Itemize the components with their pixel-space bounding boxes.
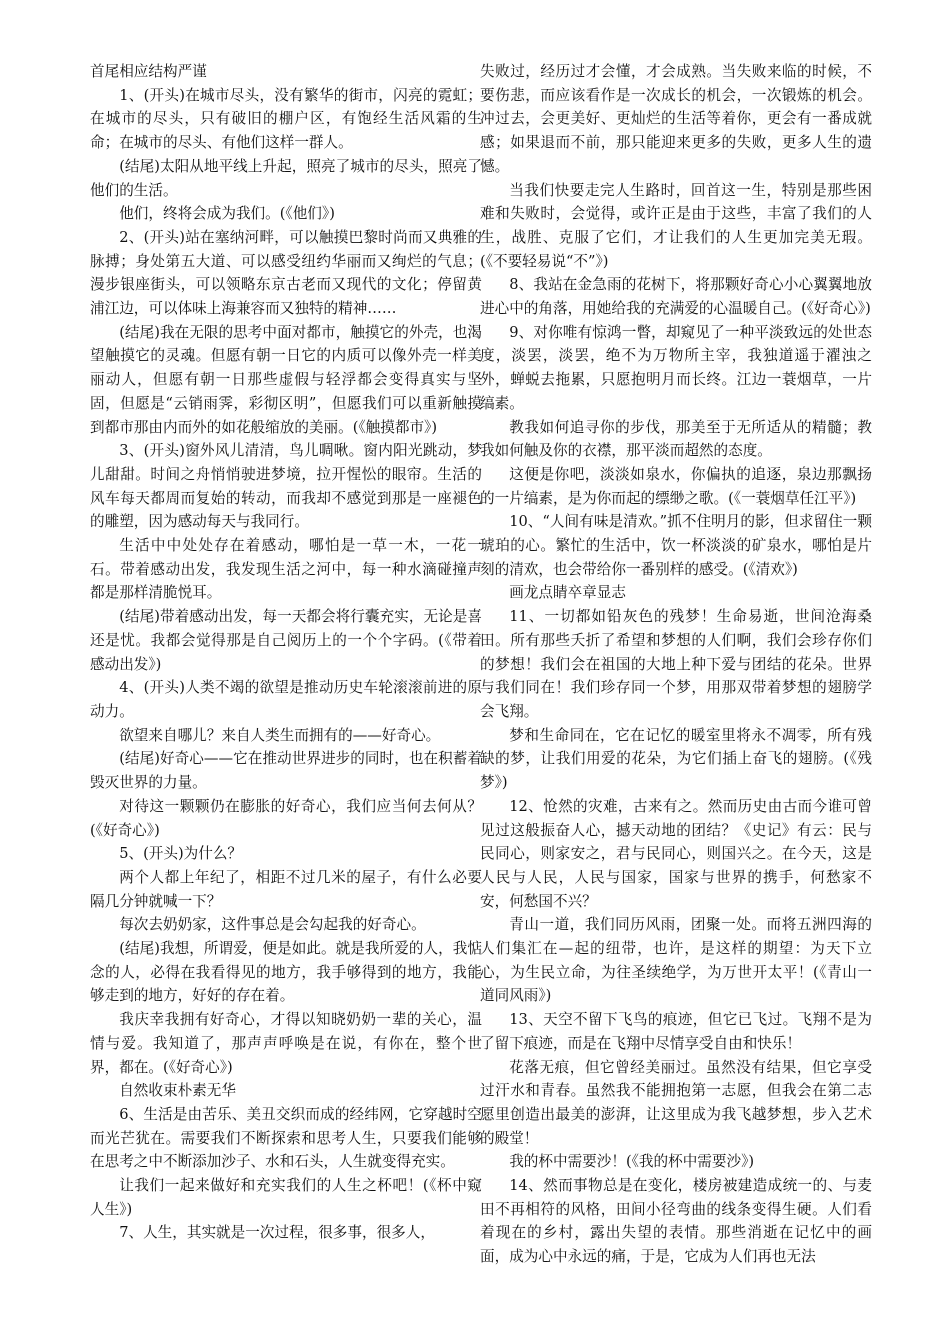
paragraph: 他们，终将会成为我们。(《他们》) [119,205,335,223]
paragraph: (结尾)我在无限的思考中面对都市，触摸它的外壳，也渴望触摸它的灵魂。但愿有朝一日它的内质可以像外壳一样美丽动人，但愿有朝一日那些虚假与轻浮都会变得真实与坚固，但愿是“云销雨霁，彩彻区明”，但愿我们可以重新触摸到都市那由内而外的如花般缩放的美丽。(《触摸都市》) [90,323,482,436]
paragraph: 2、(开头)站在塞纳河畔，可以触摸巴黎时尚而又典雅的脉搏；身处第五大道、可以感受纽约华丽而又绚烂的气息；漫步银座街头，可以领略东京古老而又现代的文化；停留黄浦江边，可以体味上海兼容而又独特的精神…… [90,228,482,318]
paragraph: (结尾)好奇心——它在推动世界进步的同时，也在积蓄着毁灭世界的力量。 [90,750,482,792]
paragraph: 12、怆然的灾难，古来有之。然而历史由古而今谁可曾见过这般振奋人心，撼天动地的团结？《史记》有云：民与民同心，则家安之，君与民同心，则国兴之。在今天，这是人民与人民，人民与国家，国家与世界的携手，何愁家不安，何愁国不兴？ [480,797,872,910]
paragraph: 5、(开头)为什么？ [119,845,243,863]
left-text-column [90,60,482,1245]
paragraph: 3、(开头)窗外风儿清清，鸟儿啁啾。窗内阳光跳动，梦儿甜甜。时间之舟悄悄驶进梦境，拉开惺忪的眼帘。生活的风车每天都周而复始的转动，而我却不感觉到那是一座褪色的雕塑，因为感动每天与我同行。 [90,442,482,531]
paragraph: 6、生活是由苦乐、美丑交织而成的经纬网，它穿越时空而光芒犹在。需要我们不断探索和思考人生，只要我们能够在思考之中不断添加沙子、水和石头，人生就变得充实。 [90,1105,482,1171]
paragraph: 青山一道，我们同历风雨，团聚一处。而将五洲四海的人们集汇在—起的纽带，也许，是这样的期望：为天下立心，为生民立命，为往圣续绝学，为万世开太平！(《青山一道同风雨》) [480,916,872,1005]
section-heading: 首尾相应结构严谨 [90,63,207,80]
paragraph: 我的杯中需要沙！(《我的杯中需要沙》) [509,1153,755,1171]
paragraph: 我庆幸我拥有好奇心，才得以知晓奶奶一辈的关心，温情与爱。我知道了，那声声呼唤是在说，有你在，整个世界，都在。(《好奇心》) [90,1011,482,1076]
paragraph: 13、天空不留下飞鸟的痕迹，但它已飞过。飞翔不是为了留下痕迹，而是在飞翔中尽情享受自由和快乐！ [480,1011,872,1052]
paragraph: 对待这一颗颗仍在膨胀的好奇心，我们应当何去何从？(《好奇心》) [90,797,482,839]
paragraph: 4、(开头)人类不竭的欲望是推动历史车轮滚滚前进的原动力。 [90,679,482,720]
section-heading: 画龙点睛卒章显志 [509,584,626,602]
paragraph: 教我如何追寻你的步伐，那美至于无所适从的精髓；教我如何触及你的衣襟，那平淡而超然的态度。 [480,418,872,460]
paragraph: 每次去奶奶家，这件事总是会勾起我的好奇心。 [119,916,426,934]
paragraph: 花落无痕，但它曾经美丽过。虽然没有结果，但它享受过汗水和青春。虽然我不能拥抱第一志愿，但我会在第二志愿里创造出最美的澎湃，让这里成为我飞越梦想，步入艺术的殿堂！ [480,1058,872,1147]
paragraph: 7、人生，其实就是一次过程，很多事，很多人， [119,1224,435,1242]
paragraph: (结尾)太阳从地平线上升起，照亮了城市的尽头，照亮了他们的生活。 [90,157,482,199]
paragraph: 14、然而事物总是在变化，楼房被建造成统一的、与麦田不再相符的风格，田间小径弯曲的线条变得生硬。人们看着现在的乡村，露出失望的表情。那些消逝在记忆中的画面，成为心中永远的痛，于是，它成为人们再也无法 [480,1177,872,1266]
paragraph: 两个人都上年纪了，相距不过几米的屋子，有什么必要隔几分钟就喊一下？ [90,868,482,910]
paragraph: 11、一切都如铅灰色的残梦！生命易逝，世间沧海桑田。所有那些夭折了希望和梦想的人们啊，我们会珍存你们的梦想！我们会在祖国的大地上种下爱与团结的花朵。世界与我们同在！我们珍存同一个梦，用那双带着梦想的翅膀学会飞翔。 [480,608,872,720]
paragraph: (结尾)带着感动出发，每一天都会将行囊充实，无论是喜还是忧。我都会觉得那是自己阅历上的一个个字码。(《带着感动出发》) [90,608,482,673]
right-text-column [480,60,872,1269]
paragraph: 当我们快要走完人生路时，回首这一生，特别是那些困难和失败时，会觉得，或许正是由于这些，丰富了我们的人生，战胜、克服了它们，才让我们的人生更加完美无瑕。(《不要轻易说“不”》) [480,181,872,270]
paragraph: 失败过，经历过才会懂，才会成熟。当失败来临的时候，不要伤悲，而应该看作是一次成长的机会，一次锻炼的机会。冲过去，会更美好、更灿烂的生活等着你，更会有一番成就感；如果退而不前，那只能迎来更多的失败，更多人生的遗憾。 [480,63,872,175]
paragraph: 8、我站在金急雨的花树下，将那颗好奇心小心翼翼地放进心中的角落，用她给我的充满爱的心温暖自己。(《好奇心》) [480,276,872,318]
section-heading: 自然收束朴素无华 [119,1082,236,1100]
paragraph: 欲望来自哪儿？来自人类生而拥有的——好奇心。 [119,726,441,744]
paragraph: 9、对你唯有惊鸿一瞥，却窥见了一种平淡致远的处世态度，淡罢，淡罢，绝不为万物所主宰，我独道遥于濯浊之外，蝉蜕去拖累，只愿抱明月而长终。江边一蓑烟草，一片缟素。 [480,323,872,412]
paragraph: 生活中中处处存在着感动，哪怕是一草一木，一花一石。带着感动出发，我发现生活之河中，每一种水滴碰撞声都是那样清脆悦耳。 [90,537,482,602]
paragraph: 1、(开头)在城市尽头，没有繁华的街市，闪亮的霓虹；在城市的尽头，只有破旧的棚户区，有饱经生活风霜的生命；在城市的尽头、有他们这样一群人。 [90,86,482,152]
paragraph: 梦和生命同在，它在记忆的暖室里将永不凋零，所有残缺的梦，让我们用爱的花朵，为它们插上奋飞的翅膀。(《残梦》) [480,726,872,792]
paragraph: 让我们一起来做好和充实我们的人生之杯吧！(《杯中窥人生》) [90,1177,482,1218]
paragraph: 这便是你吧，淡淡如泉水，你偏执的追逐，泉边那飘扬的一片缟素，是为你而起的缥缈之歌。(《一蓑烟草任江平》) [480,465,872,507]
paragraph: (结尾)我想，所谓爱，便是如此。就是我所爱的人，我惦念的人，必得在我看得见的地方，我手够得到的地方，我能够走到的地方，好好的存在着。 [90,940,482,1005]
paragraph: 10、“人间有味是清欢。”抓不住明月的影，但求留住一颗琥珀的心。繁忙的生活中，饮一杯淡淡的矿泉水，哪怕是片刻的清欢，也会带给你一番别样的感受。(《清欢》) [480,513,872,578]
